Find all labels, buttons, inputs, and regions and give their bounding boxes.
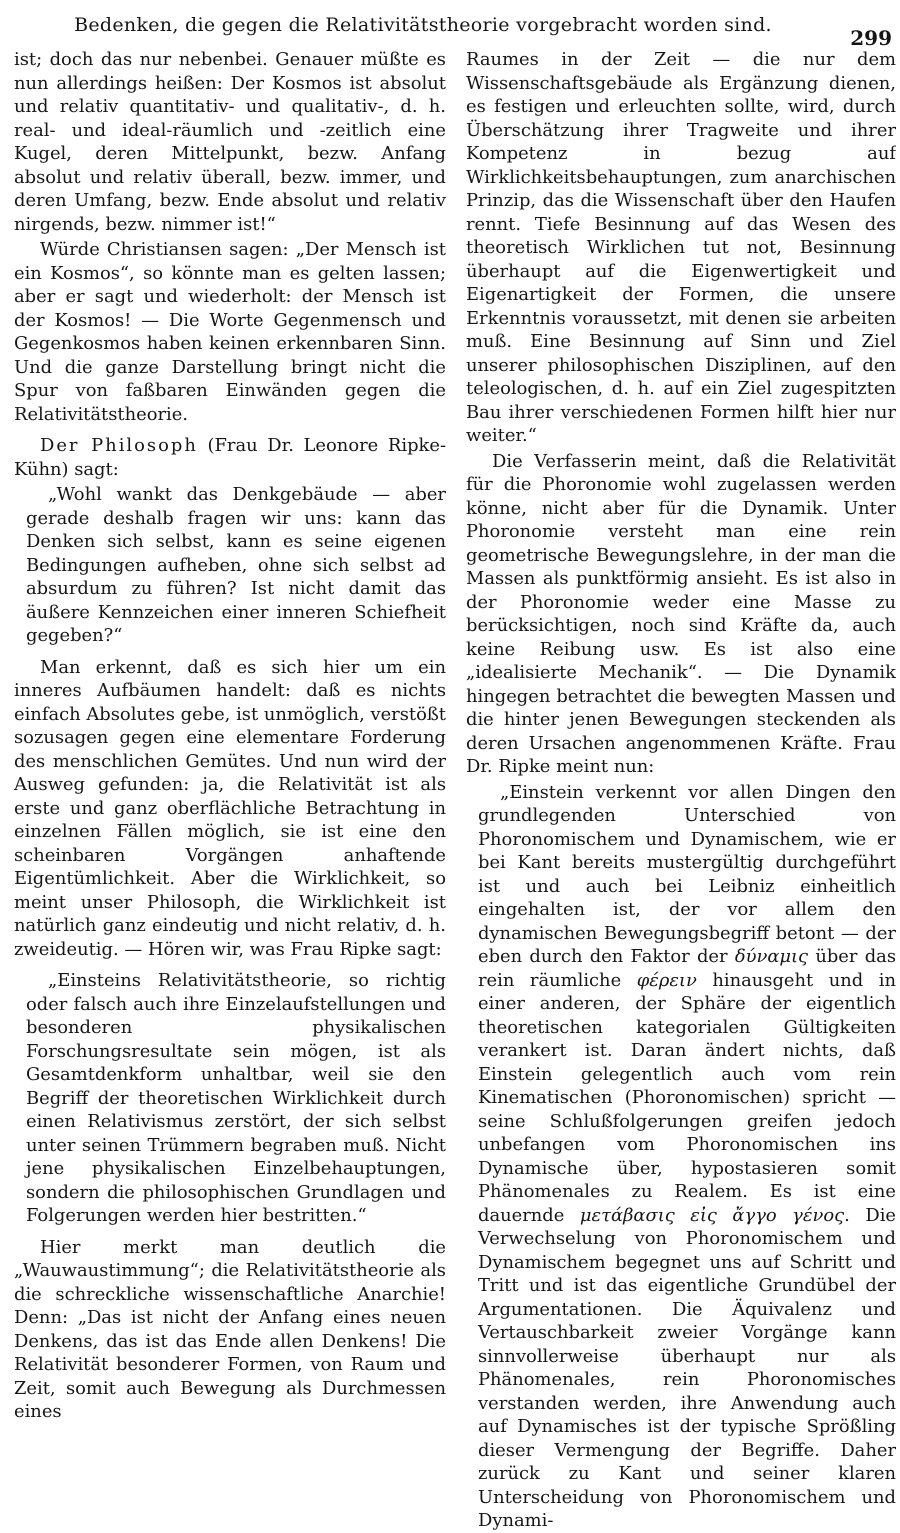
block-quote (466, 781, 896, 1533)
running-title: Bedenken, die gegen die Relativitätstheorie vorgebracht worden sind. (74, 14, 772, 36)
paragraph: Raumes in der Zeit — die nur dem Wissenschaftsgebäude als Ergänzung dienen, es festigen und erleuchten sollte, wird, durch Überschätzung ihrer Tragweite und ihrer Kompetenz in bezug auf Wirklichkeitsbehauptungen, zum anarchischen Prinzip, das die Wissenschaft über den Haufen rennt. Tiefe Besinnung auf das Wesen des theoretisch Wirklichen tut not, Besinnung überhaupt auf die Eigenwertigkeit und Eigenartigkeit der Formen, die unsere Erkenntnis voraussetzt, mit denen sie arbeiten muß. Eine Besinnung auf Sinn und Ziel unserer philosophischen Disziplinen, auf den teleologischen, d. h. auf ein Ziel zugespitzten Bau ihrer verschiedenen Formen hilft hier nur weiter.“ (466, 49, 896, 446)
greek-term: φέρειν (636, 969, 697, 991)
page-number: 299 (850, 26, 892, 50)
quote-text: . Die Verwechselung von Phoronomischem und Dynamischem begegnet uns auf Schritt und Tritt und ist das eigentliche Grundübel der Argumentationen. Die Äquivalenz und Vertauschbarkeit zweier Vorgänge kann sinnvollerweise überhaupt nur als Phänomenales, rein Phoronomisches verstanden werden, ihre Anwendung auch auf Dynamisches ist der typische Sprößling dieser Vermengung der Begriffe. Daher zurück zu Kant und seiner klaren Unterscheidung von Phoronomischem und Dynami- (478, 1204, 896, 1531)
text-columns (14, 48, 896, 1531)
paragraph: Die Verfasserin meint, daß die Relativität für die Phoronomie wohl zugelassen werden könne, nicht aber für die Dynamik. Unter Phoronomie versteht man eine rein geometrische Bewegungslehre, in der man die Massen als punktförmig ansieht. Es ist also in der Phoronomie weder eine Masse zu berücksichtigen, noch sind Kräfte da, auch keine Reibung usw. Es ist also eine „idealisierte Mechanik“. — Die Dynamik hingegen betrachtet die bewegten Massen und die hinter jenen Bewegungen steckenden als deren Ursachen angenommenen Kräfte. Frau Dr. Ripke meint nun: (466, 450, 896, 777)
page-header (14, 0, 892, 48)
emphasis-philosoph: Der Philosoph (40, 435, 198, 456)
paragraph: Hier merkt man deutlich die „Wauwaustimmung“; die Relativitätstheorie als die schreckliche wissenschaftliche Anarchie! Denn: „Das ist nicht der Anfang eines neuen Denkens, das ist das Ende allen Denkens! Die Relativität besonderer Formen, von Raum und Zeit, somit auch Bewegung als Durchmessen eines (14, 1236, 446, 1422)
paragraph: Man erkennt, daß es sich hier um ein inneres Aufbäumen handelt: daß es nichts einfach Absolutes gebe, ist unmöglich, verstößt sozusagen gegen eine elementare Forderung des menschlichen Gemütes. Und nun wird der Ausweg gefunden: ja, die Relativität ist als erste und ganz oberflächliche Betrachtung in einzelnen Fällen möglich, sie ist eine den scheinbaren Vorgängen anhaftende Eigentümlichkeit. Aber die Wirklichkeit, so meint unser Philosoph, die Wirklichkeit ist natürlich ganz eindeutig und nicht relativ, d. h. zweideutig. — Hören wir, was Frau Ripke sagt: (14, 656, 446, 960)
right-column (466, 48, 896, 1533)
paragraph: Würde Christiansen sagen: „Der Mensch ist ein Kosmos“, so könnte man es gelten lassen; aber er sagt und wiederholt: der Mensch ist der Kosmos! — Die Worte Gegenmensch und Gegenkosmos haben keinen erkennbaren Sinn. Und die ganze Darstellung bringt nicht die Spur von faßbaren Einwänden gegen die Relativitätstheorie. (14, 239, 446, 425)
quote-text: „Einstein verkennt vor allen Dingen den grundlegenden Unterschied von Phoronomischem und Dynamischem, wie er bei Kant bereits mustergültig durchgeführt ist und auch bei Leibniz einheitlich eingehalten ist, der vor allem den dynamischen Bewegungsbegriff betont — der eben durch den Faktor der (478, 781, 896, 967)
quote-text: über das rein räumliche (478, 946, 896, 991)
paragraph: ist; doch das nur nebenbei. Genauer müßte es nun allerdings heißen: Der Kosmos ist absolut und relativ quantitativ- und qualitativ-, d. h. real- und ideal-räumlich und -zeitlich eine Kugel, deren Mittelpunkt, bezw. Anfang absolut und relativ überall, bezw. immer, und deren Umfang, bezw. Ende absolut und relativ nirgends, bezw. nimmer ist!“ (14, 49, 446, 235)
block-quote: „Wohl wankt das Denkgebäude — aber gerade deshalb fragen wir uns: kann das Denken sich selbst, kann es seine eigenen Bedingungen aufheben, ohne sich selbst ad absurdum zu führen? Ist nicht damit das äußere Kennzeichen einer inneren Schiefheit gegeben?“ (26, 484, 446, 646)
greek-term: δύναμις (734, 946, 809, 967)
paragraph (14, 434, 446, 481)
paragraph-text: (Frau Dr. Leonore Ripke-Kühn) sagt: (14, 435, 446, 480)
quote-text: hinausgeht und in einer anderen, der Sphäre der eigentlich theoretischen kategorialen Gültigkeiten verankert ist. Daran ändert nichts, daß Einstein gelegentlich auch vom rein Kinematischen (Phoronomischen) spricht — seine Schlußfolgerungen greifen jedoch unbefangen vom Phoronomischen ins Dynamische über, hypostasieren somit Phänomenales zu Realem. Es ist eine dauernde (478, 969, 896, 1226)
left-column (14, 48, 446, 1424)
block-quote: „Einsteins Relativitätstheorie, so richtig oder falsch auch ihre Einzelaufstellungen und besonderen physikalischen Forschungsresultate sein mögen, ist als Gesamtdenkform unhaltbar, weil sie den Begriff der theoretischen Wirklichkeit durch einen Relativismus zerstört, der sich selbst unter seinen Trümmern begraben muß. Nicht jene physikalischen Einzelbehauptungen, sondern die philosophischen Grundlagen und Folgerungen werden hier bestritten.“ (26, 970, 446, 1226)
greek-term: μετάβασις εἰς ἄγγο γένος (579, 1204, 845, 1226)
